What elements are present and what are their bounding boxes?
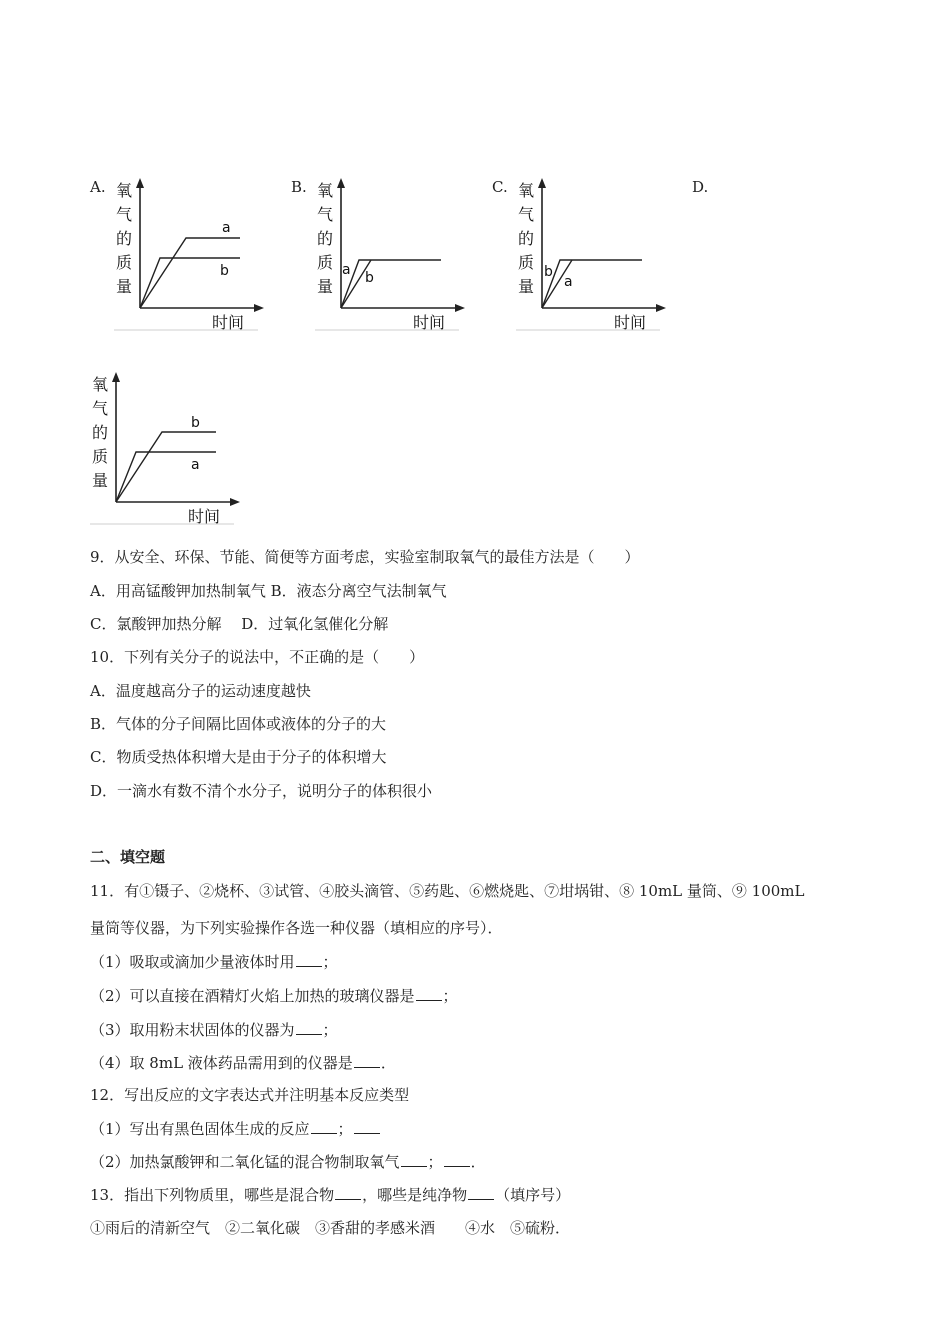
q12-stem: 12．写出反应的文字表达式并注明基本反应类型 <box>90 1086 410 1104</box>
svg-text:量: 量 <box>518 277 535 296</box>
svg-text:的: 的 <box>518 229 535 248</box>
x-axis-label: 时间 <box>188 507 221 526</box>
svg-text:氧: 氧 <box>518 181 535 200</box>
curve-b <box>116 432 216 502</box>
svg-text:气: 气 <box>92 399 109 418</box>
option-d-label: D. <box>692 178 709 196</box>
svg-text:的: 的 <box>317 229 334 248</box>
q9-options-line2: C．氯酸钾加热分解 D．过氧化氢催化分解 <box>90 615 389 633</box>
curve-label-b: b <box>365 270 374 286</box>
y-axis-label <box>92 375 108 490</box>
svg-text:质: 质 <box>518 253 535 272</box>
svg-text:量: 量 <box>92 471 109 490</box>
svg-text:质: 质 <box>317 253 334 272</box>
q10-option-b: B．气体的分子间隔比固体或液体的分子的大 <box>90 715 387 733</box>
curve-a <box>116 452 216 502</box>
answer-blank[interactable] <box>296 1020 322 1035</box>
section-heading: 二、填空题 <box>90 848 166 866</box>
svg-text:氧: 氧 <box>92 375 109 394</box>
curve-label-a: a <box>564 274 573 290</box>
q11-stem-line2: 量筒等仪器，为下列实验操作各选一种仪器（填相应的序号）． <box>90 919 503 937</box>
q11-sub1: （1）吸取或滴加少量液体时用 ； <box>90 953 338 971</box>
y-axis-label <box>317 181 333 296</box>
q11-sub3: （3）取用粉末状固体的仪器为 ； <box>90 1021 338 1039</box>
x-axis-label: 时间 <box>212 313 245 332</box>
svg-text:氧: 氧 <box>317 181 334 200</box>
x-axis-label: 时间 <box>614 313 647 332</box>
y-axis-label <box>116 181 132 296</box>
option-c-label: C. <box>492 178 508 196</box>
graph-option-c <box>514 176 669 336</box>
graph-option-a <box>112 176 267 336</box>
q12-sub2: （2）加热氯酸钾和二氧化锰的混合物制取氧气 ； ． <box>90 1153 486 1171</box>
graph-option-d <box>88 370 243 530</box>
answer-blank[interactable] <box>335 1185 361 1200</box>
curve-label-b: b <box>220 263 229 279</box>
curve-label-a: a <box>342 262 351 278</box>
y-axis-label <box>518 181 534 296</box>
answer-blank[interactable] <box>354 1119 380 1134</box>
graph-option-b <box>313 176 468 336</box>
answer-blank[interactable] <box>416 986 442 1001</box>
q11-sub2: （2）可以直接在酒精灯火焰上加热的玻璃仪器是 ； <box>90 987 458 1005</box>
q9-options-line1: A．用高锰酸钾加热制氧气 B．液态分离空气法制氧气 <box>90 582 447 600</box>
svg-text:量: 量 <box>116 277 133 296</box>
x-axis-label: 时间 <box>413 313 446 332</box>
curve-label-a: a <box>222 220 231 236</box>
q10-stem: 10．下列有关分子的说法中，不正确的是（ ） <box>90 648 425 666</box>
svg-text:的: 的 <box>116 229 133 248</box>
curve-label-b: b <box>544 264 553 280</box>
svg-text:量: 量 <box>317 277 334 296</box>
answer-blank[interactable] <box>401 1152 427 1167</box>
answer-blank[interactable] <box>354 1053 380 1068</box>
svg-text:氧: 氧 <box>116 181 133 200</box>
answer-blank[interactable] <box>311 1119 337 1134</box>
svg-text:质: 质 <box>116 253 133 272</box>
q10-option-d: D．一滴水有数不清个水分子，说明分子的体积很小 <box>90 782 433 800</box>
q13-items: ①雨后的清新空气 ②二氧化碳 ③香甜的孝感米酒 ④水 ⑤硫粉． <box>90 1219 571 1237</box>
answer-blank[interactable] <box>468 1185 494 1200</box>
svg-text:气: 气 <box>317 205 334 224</box>
option-b-label: B. <box>291 178 307 196</box>
svg-text:的: 的 <box>92 423 109 442</box>
q10-option-c: C．物质受热体积增大是由于分子的体积增大 <box>90 748 387 766</box>
q11-sub4: （4）取 8mL 液体药品需用到的仪器是 ． <box>90 1054 396 1072</box>
q10-option-a: A．温度越高分子的运动速度越快 <box>90 682 311 700</box>
answer-blank[interactable] <box>296 952 322 967</box>
curve-label-a: a <box>191 457 200 473</box>
svg-text:气: 气 <box>116 205 133 224</box>
q9-stem: 9．从安全、环保、节能、简便等方面考虑，实验室制取氧气的最佳方法是（ ） <box>90 548 640 566</box>
q11-stem-line1: 11．有①镊子、②烧杯、③试管、④胶头滴管、⑤药匙、⑥燃烧匙、⑦坩埚钳、⑧ 10mL 量筒、⑨ 100mL <box>90 882 805 900</box>
q13-stem: 13．指出下列物质里，哪些是混合物 ，哪些是纯净物 （填序号） <box>90 1186 571 1204</box>
curve-label-b: b <box>191 415 200 431</box>
option-a-label: A. <box>90 178 106 196</box>
q12-sub1: （1）写出有黑色固体生成的反应 ； <box>90 1118 381 1139</box>
svg-text:气: 气 <box>518 205 535 224</box>
answer-blank[interactable] <box>444 1152 470 1167</box>
svg-text:质: 质 <box>92 447 109 466</box>
